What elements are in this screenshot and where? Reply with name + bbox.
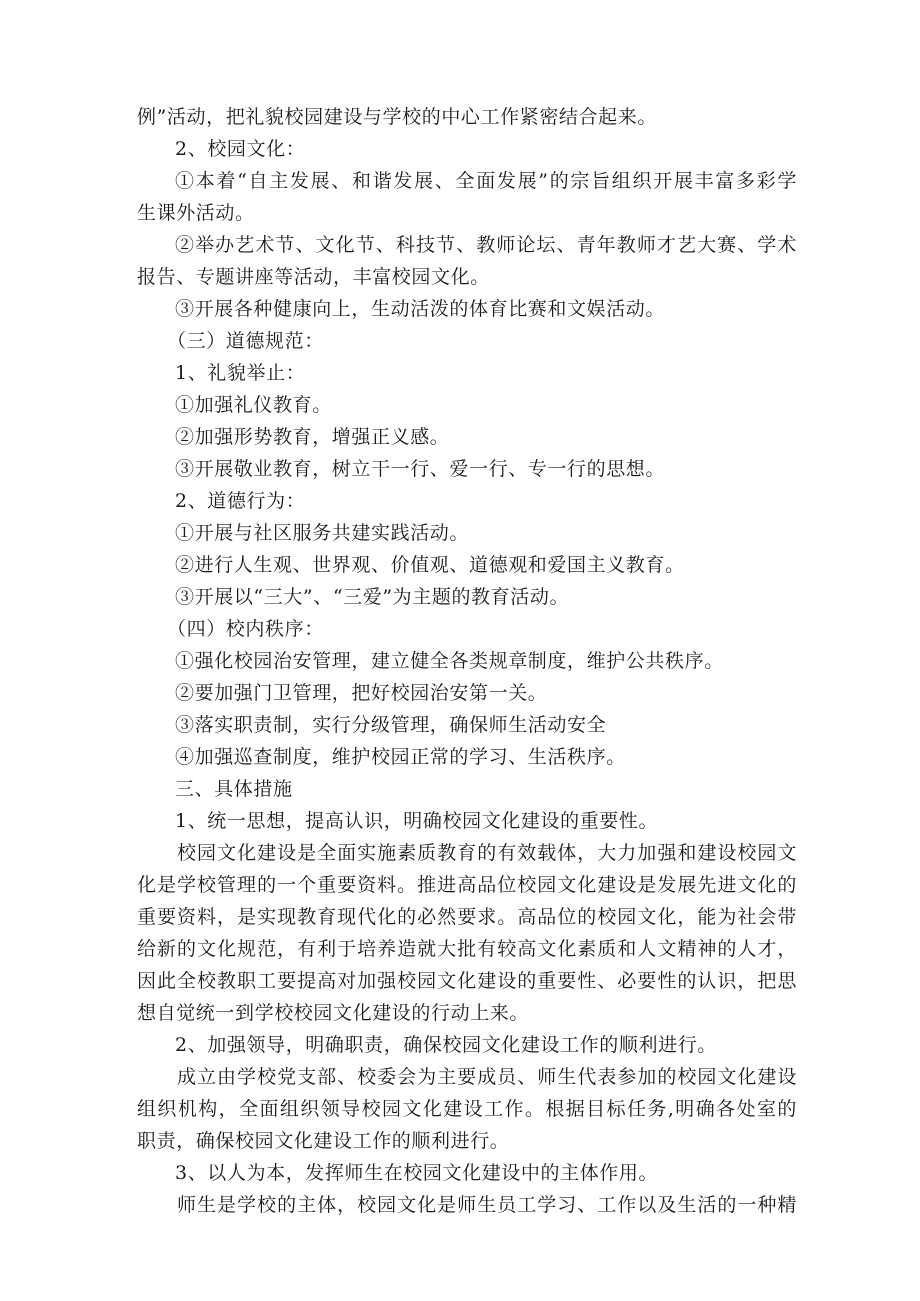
text-line: ②进行人生观、世界观、价值观、道德观和爱国主义教育。 <box>175 554 685 576</box>
text-line: 校园文化建设是全面实施素质教育的有效载体，大力加强和建设校园文 <box>177 842 797 864</box>
text-line: ③落实职责制，实行分级管理，确保师生活动安全 <box>175 714 607 736</box>
section-heading: （四）校内秩序： <box>167 618 324 640</box>
text-line: ②举办艺术节、文化节、科技节、教师论坛、青年教师才艺大赛、学术 <box>175 234 797 256</box>
text-line: ②要加强门卫管理，把好校园治安第一关。 <box>175 682 548 704</box>
section-heading: 1、统一思想，提高认识，明确校园文化建设的重要性。 <box>175 810 659 832</box>
text-line: ②加强形势教育，增强正义感。 <box>175 426 450 448</box>
text-line: ③开展以“三大”、“三爱”为主题的教育活动。 <box>175 586 570 608</box>
text-line: 想自觉统一到学校校园文化建设的行动上来。 <box>137 1002 530 1024</box>
text-line: 师生是学校的主体，校园文化是师生员工学习、工作以及生活的一种精 <box>177 1194 797 1216</box>
text-line: ①强化校园治安管理，建立健全各类规章制度，维护公共秩序。 <box>175 650 724 672</box>
document-body <box>137 101 797 1221</box>
text-line: 因此全校教职工要提高对加强校园文化建设的重要性、必要性的认识，把思 <box>137 970 797 992</box>
section-heading: 2、道德行为： <box>175 490 306 512</box>
section-heading: 三、具体措施 <box>175 778 293 800</box>
text-line: 重要资料，是实现教育现代化的必然要求。高品位的校园文化，能为社会带 <box>137 906 797 928</box>
text-line: 报告、专题讲座等活动，丰富校园文化。 <box>137 266 490 288</box>
section-heading: 1、礼貌举止： <box>175 362 306 384</box>
text-line: ①本着“自主发展、和谐发展、全面发展”的宗旨组织开展丰富多彩学 <box>175 170 797 192</box>
text-line: ①加强礼仪教育。 <box>175 394 332 416</box>
section-heading: 2、校园文化： <box>175 138 306 160</box>
section-heading: （三）道德规范： <box>167 330 324 352</box>
text-line: ③开展各种健康向上，生动活泼的体育比赛和文娱活动。 <box>175 298 666 320</box>
text-line: 给新的文化规范，有利于培养造就大批有较高文化素质和人文精神的人才， <box>137 938 797 960</box>
text-line: 组织机构，全面组织领导校园文化建设工作。根据目标任务,明确各处室的 <box>137 1098 797 1120</box>
text-line: 化是学校管理的一个重要资料。推进高品位校园文化建设是发展先进文化的 <box>137 874 797 896</box>
text-line: ④加强巡查制度，维护校园正常的学习、生活秩序。 <box>175 746 626 768</box>
section-heading: 2、加强领导，明确职责，确保校园文化建设工作的顺利进行。 <box>175 1034 717 1056</box>
section-heading: 3、以人为本，发挥师生在校园文化建设中的主体作用。 <box>175 1162 659 1184</box>
text-line: 例”活动，把礼貌校园建设与学校的中心工作紧密结合起来。 <box>137 106 657 128</box>
text-line: 生课外活动。 <box>137 202 255 224</box>
text-line: 职责，确保校园文化建设工作的顺利进行。 <box>137 1130 510 1152</box>
text-line: 成立由学校党支部、校委会为主要成员、师生代表参加的校园文化建设 <box>177 1066 797 1088</box>
text-line: ①开展与社区服务共建实践活动。 <box>175 522 470 544</box>
text-line: ③开展敬业教育，树立干一行、爱一行、专一行的思想。 <box>175 458 666 480</box>
